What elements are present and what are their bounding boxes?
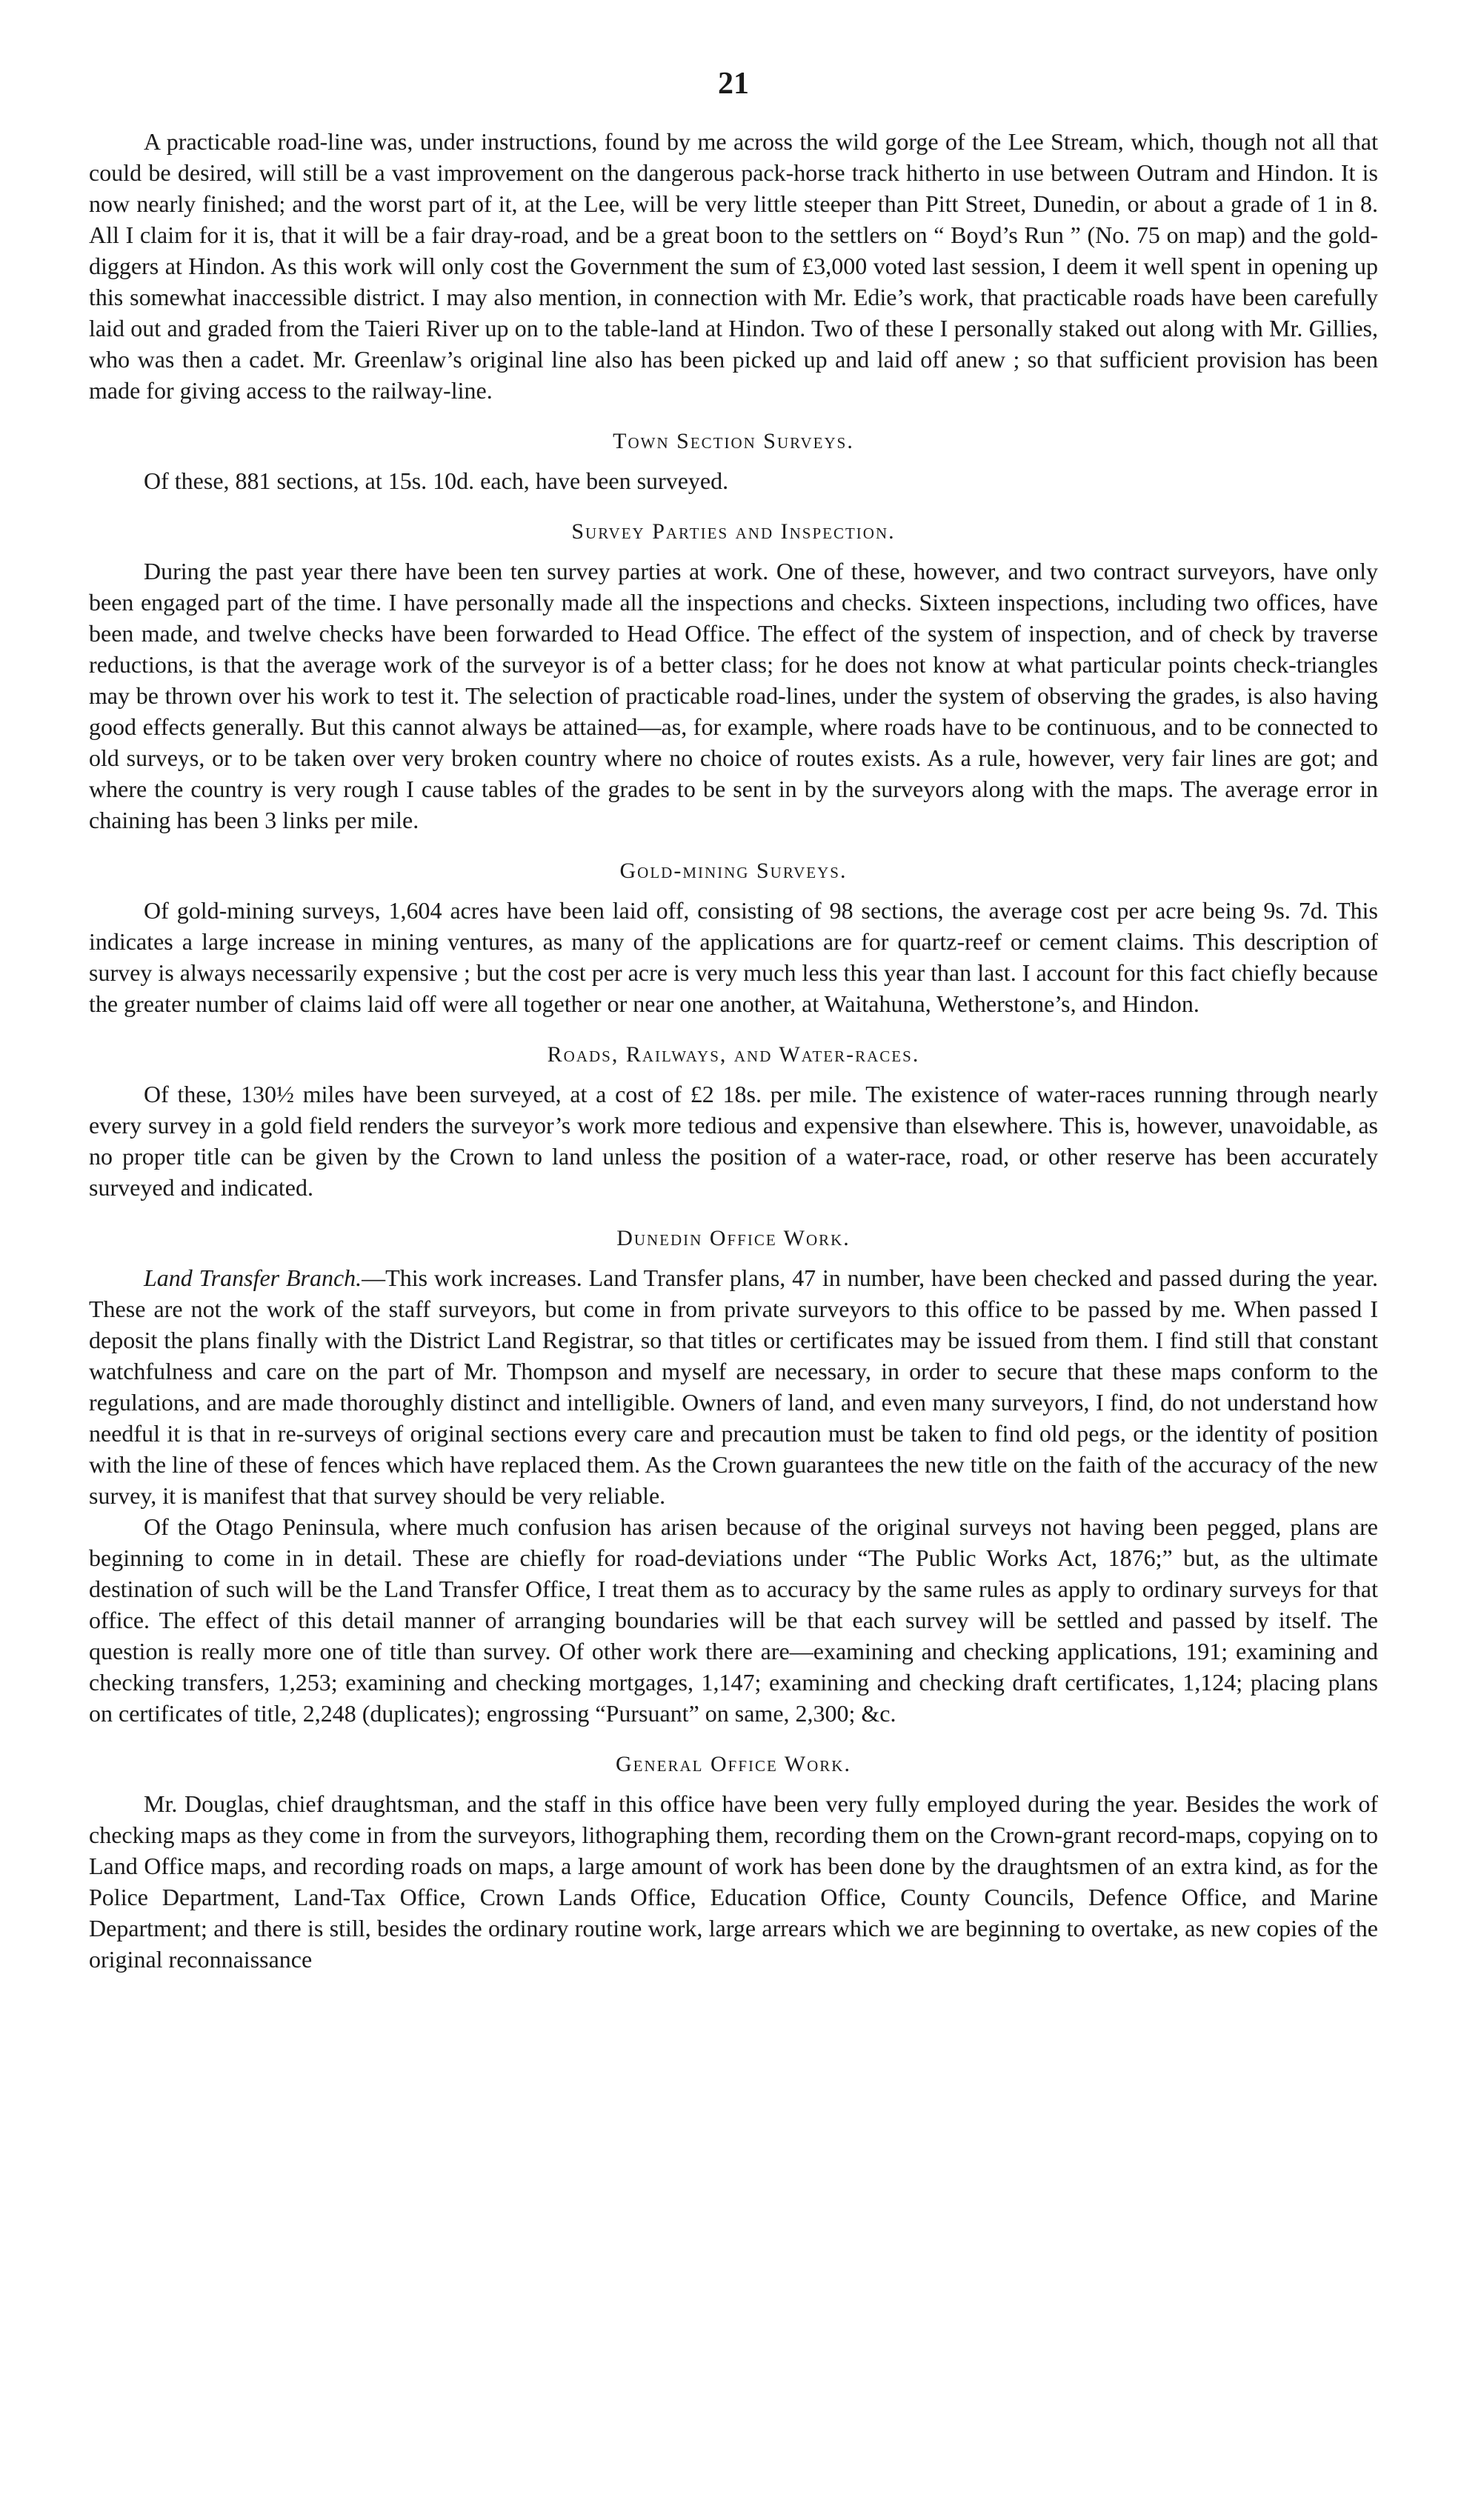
section-heading-survey-parties: Survey Parties and Inspection. [571,519,896,544]
document-page [89,68,1378,2490]
intro-paragraph: A practicable road-line was, under instructions, found by me across the wild gorge of the Lee Stream, which, though not all that could be desired, will still be a vast improvement on the dangerous pack-horse track hitherto in use between Outram and Hindon. It is now nearly finished; and the worst part of it, at the Lee, will be very little steeper than Pitt Street, Dunedin, or about a grade of 1 in 8. All I claim for it is, that it will be a fair dray-road, and be a great boon to the settlers on “ Boyd’s Run ” (No. 75 on map) and the gold-diggers at Hindon. As this work will only cost the Government the sum of £3,000 voted last session, I deem it well spent in opening up this somewhat inaccessible district. I may also mention, in connection with Mr. Edie’s work, that practicable roads have been carefully laid out and graded from the Taieri River up on to the table-land at Hindon. Two of these I personally staked out along with Mr. Gillies, who was then a cadet. Mr. Greenlaw’s original line also has been picked up and laid off anew ; so that sufficient provision has been made for giving access to the railway-line. [89,128,1378,404]
otago-peninsula-paragraph: Of the Otago Peninsula, where much confusion has arisen because of the original surveys not having been pegged, plans are beginning to come in in detail. These are chiefly for road-deviations under “The Public Works Act, 1876;” but, as the ultimate destination of such will be the Land Transfer Office, I treat them as to accuracy by the same rules as apply to ordinary surveys for that office. The effect of this detail manner of arranging boundaries will be that each survey will be settled and passed by itself. The question is really more one of title than survey. Of other work there are—examining and checking applications, 191; examining and checking transfers, 1,253; examining and checking mortgages, 1,147; examining and checking draft certificates, 1,124; placing plans on certificates of title, 2,248 (duplicates); engrossing “Pursuant” on same, 2,300; &c. [89,1513,1378,1727]
land-transfer-lead: Land Transfer Branch. [144,1264,362,1291]
general-office-paragraph: Mr. Douglas, chief draughtsman, and the staff in this office have been very fully employed during the year. Besides the work of checking maps as they come in from the surveyors, lithographing them, recording them on the Crown-grant record-maps, copying on to Land Office maps, and recording roads on maps, a large amount of work has been done by the draughtsmen of an extra kind, as for the Police Department, Land-Tax Office, Crown Lands Office, Education Office, County Councils, Defence Office, and Marine Department; and there is still, besides the ordinary routine work, large arrears which we are beginning to overtake, as new copies of the original reconnaissance [89,1790,1378,1973]
gold-mining-paragraph: Of gold-mining surveys, 1,604 acres have been laid off, consisting of 98 sections, the average cost per acre being 9s. 7d. This indicates a large increase in mining ventures, as many of the applications are for quartz-reef or cement claims. This description of survey is always necessarily expensive ; but the cost per acre is very much less this year than last. I account for this fact chiefly because the greater number of claims laid off were all together or near one another, at Waitahuna, Wetherstone’s, and Hindon. [89,897,1378,1017]
section-heading-town-surveys: Town Section Surveys. [613,429,854,453]
section-heading-roads-railways: Roads, Railways, and Water-races. [547,1042,920,1067]
land-transfer-paragraph [89,1262,1378,1511]
roads-railways-paragraph: Of these, 130½ miles have been surveyed, at a cost of £2 18s. per mile. The existence of water-races running through nearly every survey in a gold field renders the surveyor’s work more tedious and expensive than elsewhere. This is, however, unavoidable, as no proper title can be given by the Crown to land unless the position of a water-race, road, or other reserve has been accurately surveyed and indicated. [89,1081,1378,1201]
land-transfer-text: —This work increases. Land Transfer plans, 47 in number, have been checked and passed during the year. These are not the work of the staff surveyors, but come in from private surveyors to this office to be passed by me. When passed I deposit the plans finally with the District Land Registrar, so that titles or certificates may be issued from them. I find still that constant watchfulness and care on the part of Mr. Thompson and myself are necessary, in order to secure that these maps conform to the regulations, and are made thoroughly distinct and intelligible. Owners of land, and even many surveyors, I find, do not understand how needful it is that in re-surveys of original sections every care and precaution must be taken to find old pegs, or the identity of position with the line of these of fences which have replaced them. As the Crown guarantees the new title on the faith of the accuracy of the new survey, it is manifest that that survey should be very reliable. [89,1264,1378,1509]
section-heading-gold-mining: Gold-mining Surveys. [619,859,848,883]
survey-parties-paragraph: During the past year there have been ten survey parties at work. One of these, however, and two contract surveyors, have only been engaged part of the time. I have personally made all the inspections and checks. Sixteen inspections, including two offices, have been made, and twelve checks have been forwarded to Head Office. The effect of the system of inspection, and of check by traverse reductions, is that the average work of the surveyor is of a better class; for he does not know at what particular points check-triangles may be thrown over his work to test it. The selection of practicable road-lines, under the system of observing the grades, is also having good effects generally. But this cannot always be attained—as, for example, where roads have to be continuous, and to be connected to old surveys, or to be taken over very broken country where no choice of routes exists. As a rule, however, very fair lines are got; and where the country is very rough I cause tables of the grades to be sent in by the surveyors along with the maps. The average error in chaining has been 3 links per mile. [89,558,1378,833]
section-heading-dunedin-office: Dunedin Office Work. [616,1226,851,1250]
section-heading-general-office: General Office Work. [616,1752,851,1776]
town-surveys-paragraph: Of these, 881 sections, at 15s. 10d. each, have been surveyed. [144,467,729,494]
page-number: 21 [718,68,749,101]
